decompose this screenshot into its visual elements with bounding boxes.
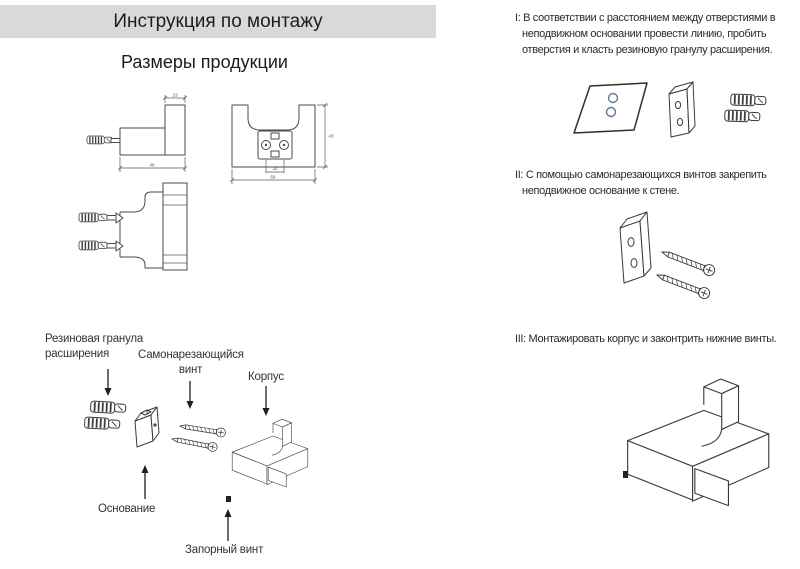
- locking-screw-icon: [623, 471, 628, 478]
- label-line: Резиновая гранула: [45, 333, 144, 345]
- top-view-drawing: [79, 183, 187, 270]
- screw-icon: [179, 422, 226, 438]
- title-bar: [0, 5, 436, 38]
- technical-drawings: [75, 85, 350, 300]
- section-title-dimensions: Размеры продукции: [121, 52, 288, 72]
- step-1-text: [515, 10, 800, 58]
- text-line: I: В соответствии с расстоянием между отверстиями в: [515, 12, 776, 24]
- rubber-granule-icon: [731, 94, 766, 106]
- pointer-arrow-down: [105, 369, 112, 396]
- screw-icon: [660, 247, 716, 277]
- dim-label-side-top: 23: [172, 92, 178, 98]
- step-3-illustration: [595, 358, 790, 490]
- locking-screw-icon: [226, 496, 231, 502]
- step-2-text: [515, 167, 800, 199]
- pointer-arrow-up: [225, 509, 232, 541]
- dim-label-side-bottom: 48: [149, 162, 155, 168]
- parts-diagram: [35, 325, 335, 569]
- label-base: Основание: [98, 503, 156, 515]
- step-3-text: [515, 331, 800, 347]
- base-block-drawing: [620, 212, 651, 283]
- hole-marker-icon: [609, 94, 618, 103]
- label-rubber-granule: [45, 332, 143, 362]
- hook-body-icon: [232, 419, 308, 487]
- anchor-screw-assembly: [79, 241, 123, 251]
- step-2-illustration: [600, 212, 780, 320]
- label-body: Корпус: [248, 371, 284, 383]
- hole-marker-icon: [607, 108, 616, 117]
- label-line: винт: [178, 364, 203, 376]
- label-locking-screw: Запорный винт: [185, 544, 264, 556]
- rubber-granule-icon: [725, 110, 760, 122]
- front-view-drawing: [230, 103, 334, 184]
- hook-body-icon: [628, 379, 769, 506]
- wall-anchor-icon: [87, 136, 112, 144]
- base-block-drawing: [669, 82, 695, 137]
- pointer-arrow-down: [187, 381, 194, 409]
- base-block-drawing: [135, 407, 159, 447]
- pointer-arrow-down: [263, 386, 270, 416]
- text-line: III: Монтажировать корпус и законтрить нижние винты.: [515, 333, 777, 345]
- anchor-screw-assembly: [79, 213, 123, 223]
- step-1-illustration: [568, 78, 795, 152]
- rubber-granule-icon: [90, 401, 126, 414]
- marking-template-drawing: [574, 83, 647, 133]
- rubber-granule-icon: [84, 417, 120, 430]
- pointer-arrow-up: [142, 465, 149, 499]
- text-line: II: С помощью самонарезающихся винтов закрепить: [515, 169, 767, 181]
- text-line: неподвижное основание к стене.: [522, 185, 680, 197]
- label-self-tapping-screw: [138, 348, 243, 378]
- label-line: Самонарезающийся: [138, 349, 244, 361]
- dim-label-hole-spacing: 32: [272, 166, 278, 171]
- screw-icon: [171, 435, 218, 453]
- screw-icon: [655, 270, 711, 300]
- dim-label-front-height: 43: [328, 133, 334, 139]
- side-view-drawing: [87, 93, 187, 173]
- text-line: отверстия и класть резиновую гранулу расширения.: [522, 44, 773, 56]
- dim-label-front-width: 58: [270, 174, 276, 180]
- text-line: неподвижном основании провести линию, пробить: [522, 28, 767, 40]
- label-line: расширения: [45, 348, 109, 360]
- page-title: Инструкция по монтажу: [113, 10, 323, 32]
